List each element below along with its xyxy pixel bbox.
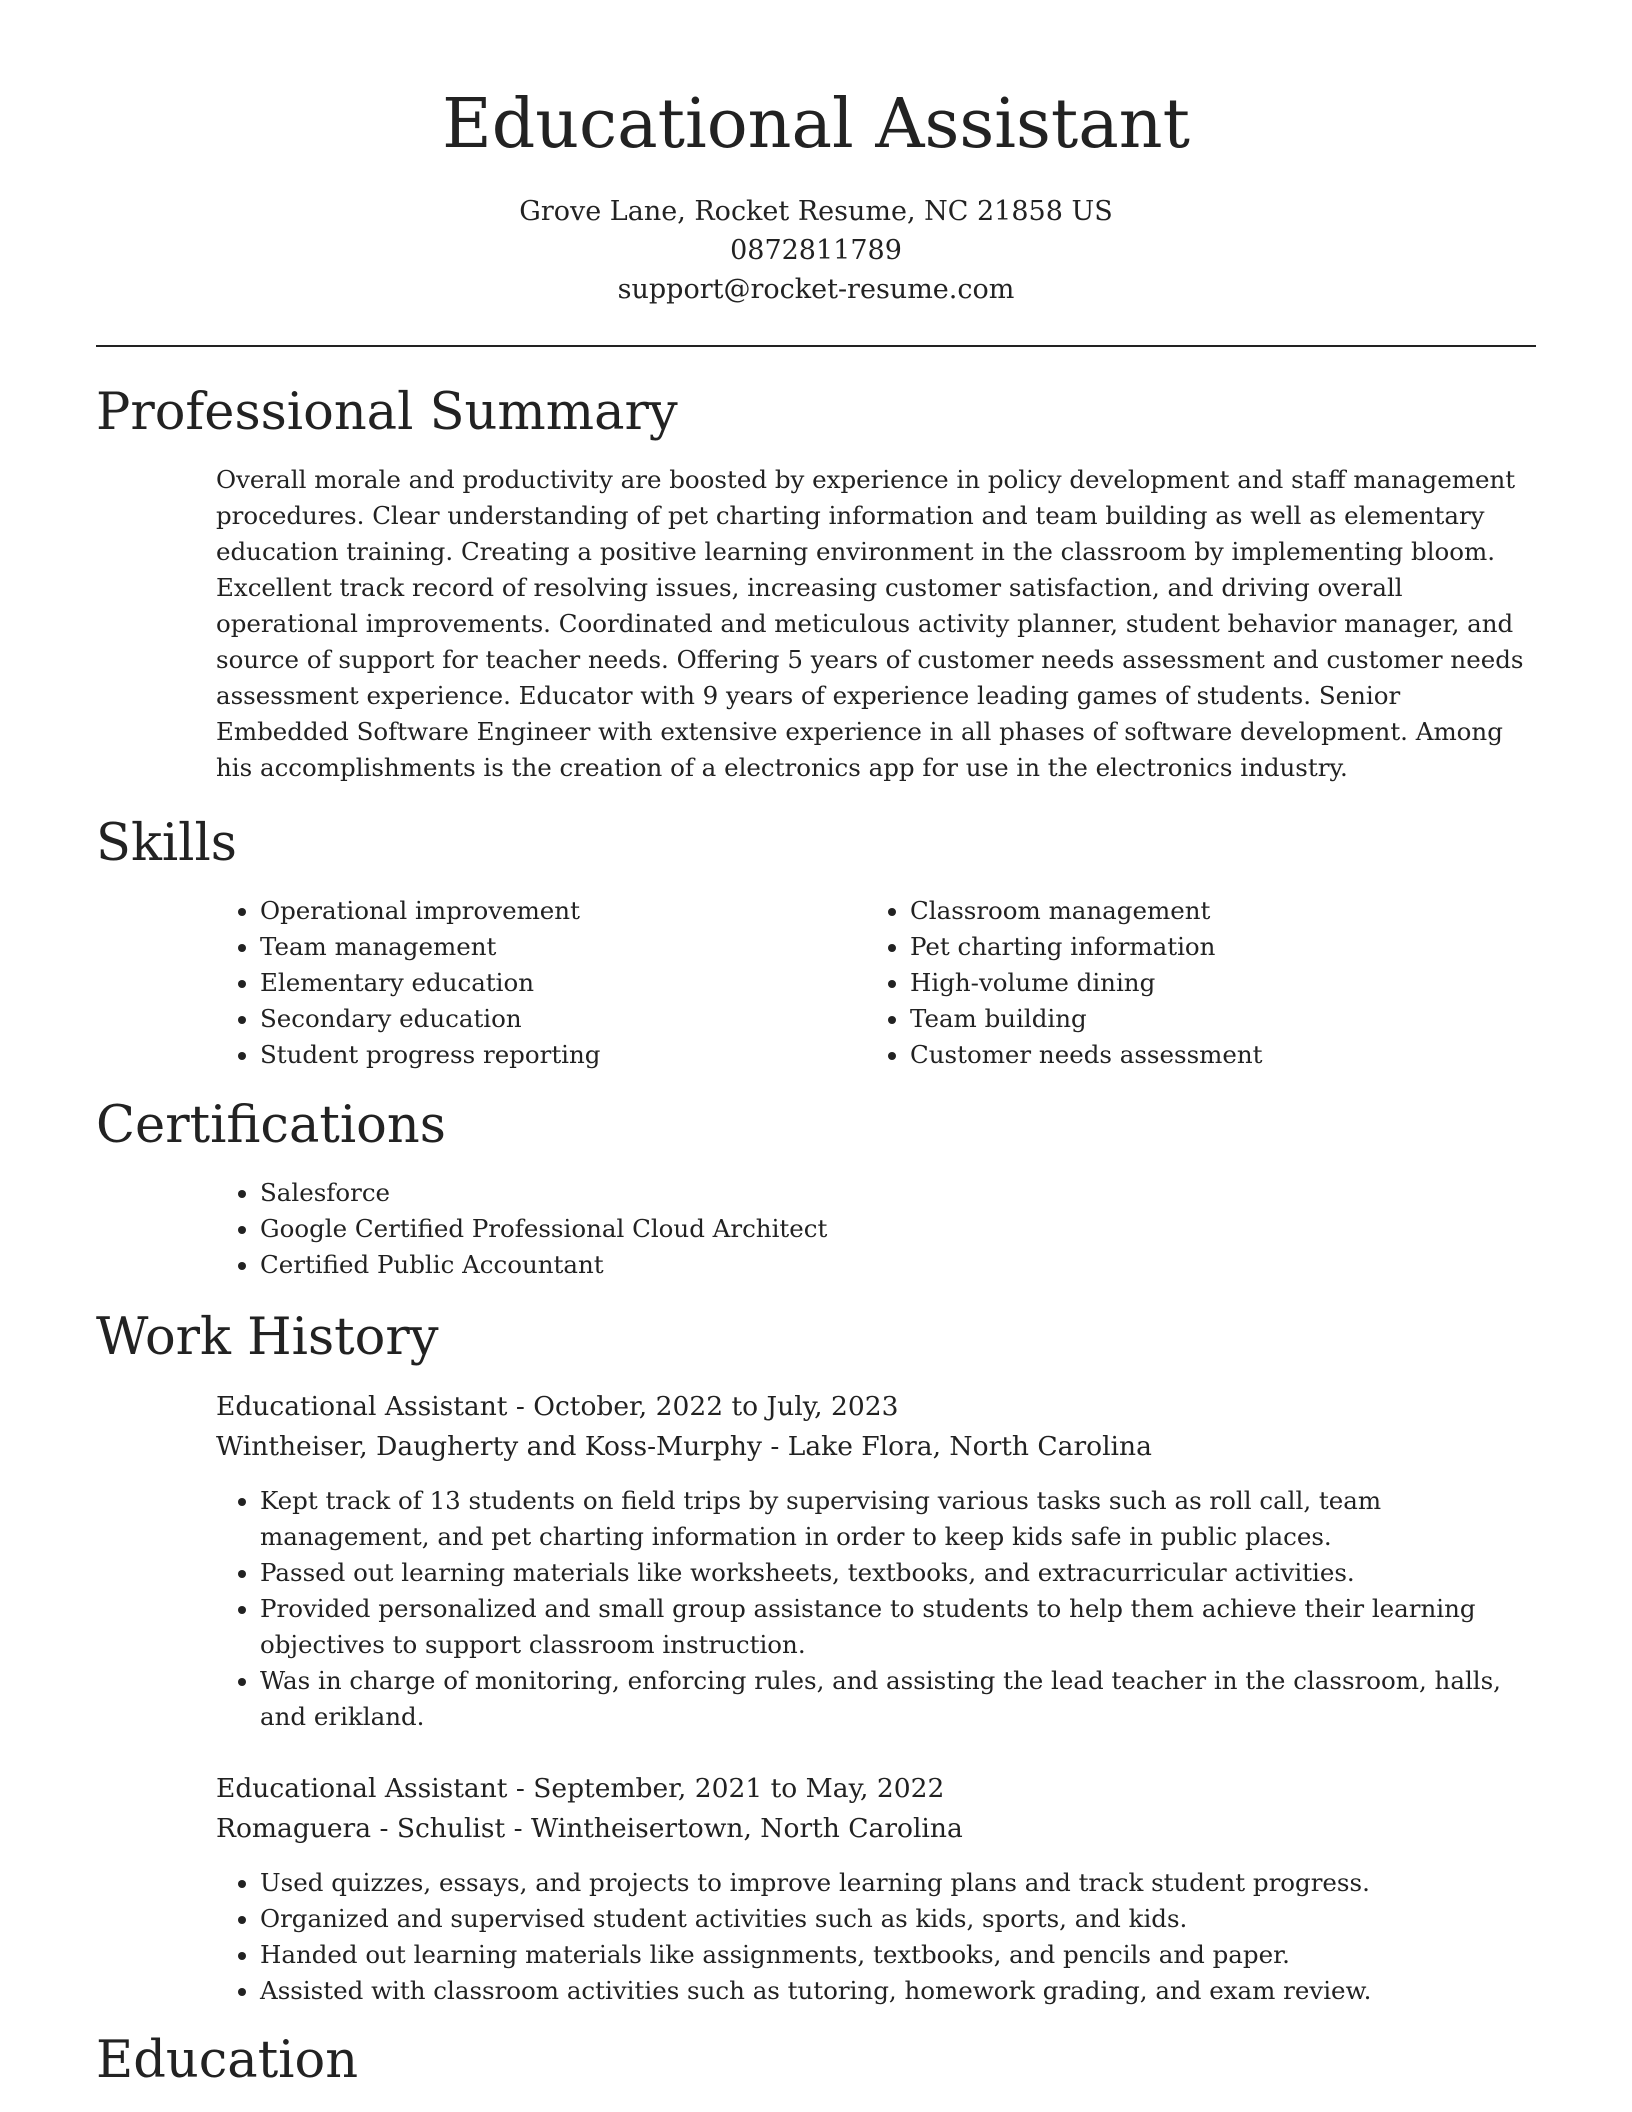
education-section [96, 2030, 1536, 2092]
work-history-title: Work History [96, 1308, 439, 1367]
skill-item: • Team building [910, 1001, 1516, 1037]
job-bullet: • Kept track of 13 students on field trips by supervising various tasks such as roll call, team management, and pet charting information in order to keep kids safe in public places. [260, 1483, 1510, 1555]
job-location: - Wintheisertown, North Carolina [505, 1813, 963, 1844]
skill-item: • High-volume dining [910, 965, 1516, 1001]
summary-section [96, 382, 1536, 786]
job-entry [216, 1387, 1536, 1735]
contact-address: Grove Lane, Rocket Resume, NC 21858 US [519, 196, 1113, 227]
job-bullet: • Organized and supervised student activities such as kids, sports, and kids. [260, 1901, 1510, 1937]
contact-email: support@rocket-resume.com [617, 274, 1015, 305]
skill-item: • Customer needs assessment [910, 1037, 1516, 1073]
job-bullet: • Passed out learning materials like worksheets, textbooks, and extracurricular activities. [260, 1555, 1510, 1591]
job-dates: - October, 2022 to July, 2023 [507, 1391, 899, 1422]
job-entry [216, 1769, 1536, 2009]
skills-list-left [216, 893, 866, 1073]
job-bullet: • Was in charge of monitoring, enforcing rules, and assisting the lead teacher in the classroom, halls, and erikland. [260, 1663, 1510, 1735]
certification-item: • Salesforce [260, 1175, 1536, 1211]
education-title: Education [96, 2031, 359, 2090]
work-history-section [96, 1307, 1536, 2009]
job-role-line [216, 1769, 1536, 1809]
job-bullet: • Provided personalized and small group assistance to students to help them achieve their learning objectives to support classroom instruction. [260, 1591, 1510, 1663]
certifications-title: Certifications [96, 1096, 446, 1155]
skill-item: • Pet charting information [910, 929, 1516, 965]
certifications-list [216, 1175, 1536, 1283]
skill-item: • Operational improvement [260, 893, 866, 929]
job-role-line [216, 1387, 1536, 1427]
job-company-line [216, 1427, 1536, 1467]
skill-item: • Student progress reporting [260, 1037, 866, 1073]
skill-item: • Secondary education [260, 1001, 866, 1037]
job-bullet: • Assisted with classroom activities such as tutoring, homework grading, and exam review. [260, 1973, 1510, 2009]
job-role: Educational Assistant [216, 1773, 508, 1804]
job-bullet: • Used quizzes, essays, and projects to improve learning plans and track student progress. [260, 1865, 1510, 1901]
skills-columns [216, 893, 1536, 1073]
skills-list-right [866, 893, 1516, 1073]
skills-column-left [216, 893, 866, 1073]
skill-item: • Elementary education [260, 965, 866, 1001]
candidate-name: Educational Assistant [442, 85, 1190, 164]
skill-item: • Classroom management [910, 893, 1516, 929]
job-dates: - September, 2021 to May, 2022 [507, 1773, 945, 1804]
job-bullet: • Handed out learning materials like assignments, textbooks, and pencils and paper. [260, 1937, 1510, 1973]
skills-title: Skills [96, 814, 237, 873]
skills-section [96, 813, 1536, 1073]
header-divider [96, 345, 1536, 347]
resume-header [96, 0, 1536, 347]
job-bullets [216, 1865, 1536, 2009]
job-bullets [216, 1483, 1536, 1735]
certification-item: • Google Certified Professional Cloud Architect [260, 1211, 1536, 1247]
job-role: Educational Assistant [216, 1391, 508, 1422]
summary-title: Professional Summary [96, 383, 678, 442]
contact-info [96, 192, 1536, 309]
certifications-body [216, 1175, 1536, 1283]
job-location: - Lake Flora, North Carolina [761, 1431, 1152, 1462]
certifications-section [96, 1095, 1536, 1283]
skill-item: • Team management [260, 929, 866, 965]
certification-item: • Certified Public Accountant [260, 1247, 1536, 1283]
summary-text: Overall morale and productivity are boosted by experience in policy development and staff management procedures. Clear understanding of pet charting information and team building as well as elementary education training. Creating a positive learning environment in the classroom by implementing bloom. Excellent track record of resolving issues, increasing customer satisfaction, and driving overall operational improvements. Coordinated and meticulous activity planner, student behavior manager, and source of support for teacher needs. Offering 5 years of customer needs assessment and customer needs assessment experience. Educator with 9 years of experience leading games of students. Senior Embedded Software Engineer with extensive experience in all phases of software development. Among his accomplishments is the creation of a electronics app for use in the electronics industry. [216, 465, 1524, 782]
skills-column-right [866, 893, 1516, 1073]
resume-page [96, 0, 1536, 2090]
job-company: Romaguera - Schulist [216, 1813, 506, 1844]
job-company-line [216, 1809, 1536, 1849]
contact-phone: 0872811789 [730, 235, 902, 266]
job-company: Wintheiser, Daugherty and Koss-Murphy [216, 1431, 762, 1462]
